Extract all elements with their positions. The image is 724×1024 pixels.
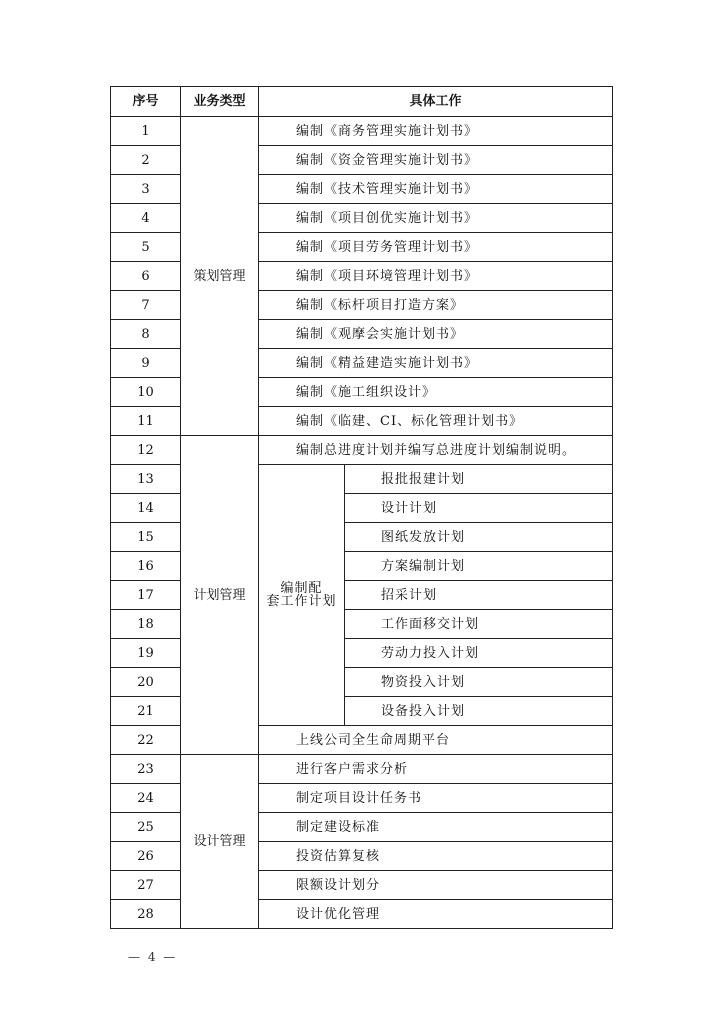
row-no: 24 [111,784,181,813]
row-work: 编制《资金管理实施计划书》 [259,146,613,175]
row-work: 编制《商务管理实施计划书》 [259,117,613,146]
row-no: 27 [111,871,181,900]
table-row [111,755,613,784]
row-no: 16 [111,552,181,581]
row-work: 物资投入计划 [345,668,613,697]
row-work: 编制《技术管理实施计划书》 [259,175,613,204]
row-no: 17 [111,581,181,610]
row-work: 设计优化管理 [259,900,613,929]
table-row [111,117,613,146]
row-no: 15 [111,523,181,552]
row-work: 编制《施工组织设计》 [259,378,613,407]
sub-label-line1: 编制配 [280,581,323,596]
sub-category-label [259,465,345,726]
row-work: 投资估算复核 [259,842,613,871]
row-no: 10 [111,378,181,407]
row-work: 编制《项目创优实施计划书》 [259,204,613,233]
row-no: 23 [111,755,181,784]
row-no: 18 [111,610,181,639]
row-work: 编制《观摩会实施计划书》 [259,320,613,349]
row-no: 20 [111,668,181,697]
sub-label-line2: 套工作计划 [266,594,337,609]
header-no: 序号 [111,87,181,117]
type-design: 设计管理 [181,755,259,929]
row-no: 26 [111,842,181,871]
row-no: 11 [111,407,181,436]
row-no: 6 [111,262,181,291]
row-no: 28 [111,900,181,929]
row-work: 方案编制计划 [345,552,613,581]
row-work: 进行客户需求分析 [259,755,613,784]
row-work: 编制《精益建造实施计划书》 [259,349,613,378]
row-work: 编制《项目环境管理计划书》 [259,262,613,291]
page-number: — 4 — [128,950,178,964]
type-schedule: 计划管理 [181,436,259,755]
row-work: 工作面移交计划 [345,610,613,639]
table-header-row [111,87,613,117]
row-no: 9 [111,349,181,378]
row-no: 13 [111,465,181,494]
row-no: 8 [111,320,181,349]
row-work: 限额设计划分 [259,871,613,900]
row-work: 报批报建计划 [345,465,613,494]
row-no: 22 [111,726,181,755]
row-work: 设计计划 [345,494,613,523]
table-row [111,436,613,465]
row-no: 21 [111,697,181,726]
row-work: 编制《临建、CI、标化管理计划书》 [259,407,613,436]
row-work: 劳动力投入计划 [345,639,613,668]
row-no: 4 [111,204,181,233]
row-work: 设备投入计划 [345,697,613,726]
header-type: 业务类型 [181,87,259,117]
row-work: 上线公司全生命周期平台 [259,726,613,755]
row-work: 编制总进度计划并编写总进度计划编制说明。 [259,436,613,465]
row-no: 1 [111,117,181,146]
work-table [110,86,613,929]
row-work: 制定项目设计任务书 [259,784,613,813]
row-no: 7 [111,291,181,320]
row-no: 14 [111,494,181,523]
header-work: 具体工作 [259,87,613,117]
row-no: 25 [111,813,181,842]
row-work: 招采计划 [345,581,613,610]
row-no: 3 [111,175,181,204]
row-work: 编制《标杆项目打造方案》 [259,291,613,320]
row-work: 制定建设标准 [259,813,613,842]
row-work: 图纸发放计划 [345,523,613,552]
row-no: 5 [111,233,181,262]
row-no: 2 [111,146,181,175]
row-no: 12 [111,436,181,465]
row-no: 19 [111,639,181,668]
row-work: 编制《项目劳务管理计划书》 [259,233,613,262]
type-planning: 策划管理 [181,117,259,436]
